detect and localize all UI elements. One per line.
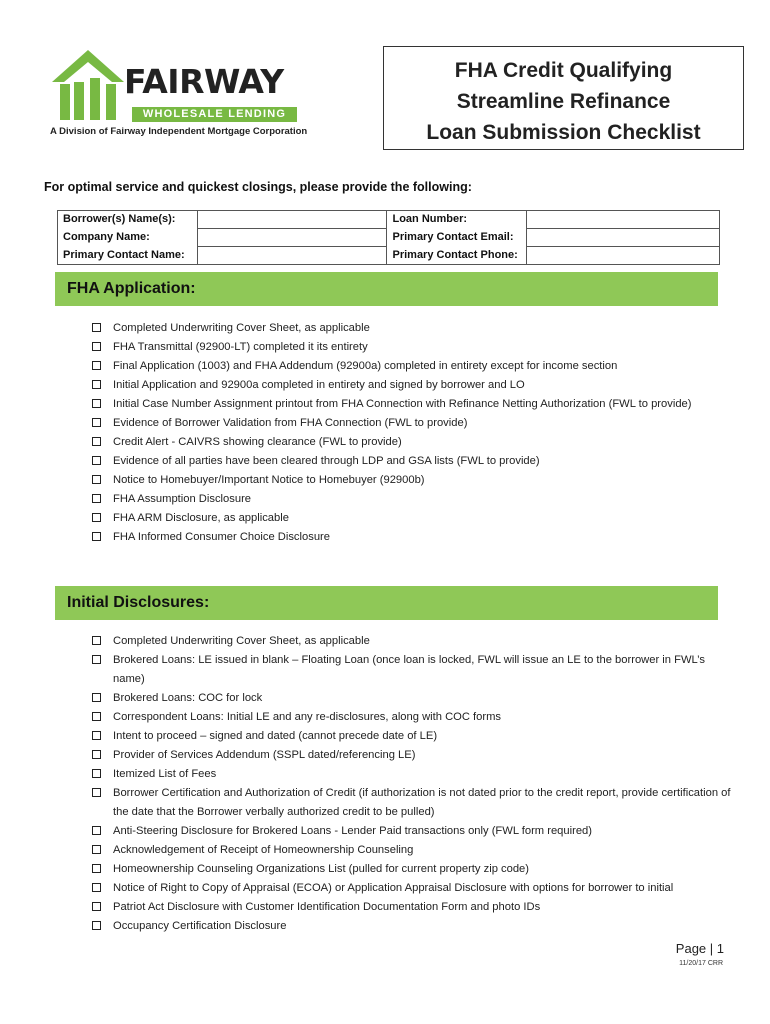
checkbox-icon[interactable] [92,693,101,702]
checklist-item-label: FHA Assumption Disclosure [113,493,252,505]
checklist-item[interactable] [92,490,732,509]
page-number: Page | 1 [675,941,724,956]
checklist-item-label: Intent to proceed – signed and dated (cannot precede date of LE) [113,730,438,742]
checklist-item[interactable] [92,395,732,414]
checkbox-icon[interactable] [92,437,101,446]
checklist-item-label: Provider of Services Addendum (SSPL dated/referencing LE) [113,749,416,761]
checklist-item-label: Notice of Right to Copy of Appraisal (ECOA) or Application Appraisal Disclosure with options for borrower to initial [113,882,674,894]
checkbox-icon[interactable] [92,513,101,522]
field-label: Primary Contact Phone: [387,247,527,265]
checklist-item[interactable] [92,509,732,528]
title-line-2: Streamline Refinance [456,90,671,113]
checklist-item-label: Borrower Certification and Authorization of Credit (if authorization is not dated prior to the credit report, provide certification of the date that the Borrower verbally authorized credit to be pulled) [113,787,731,818]
intro-text: For optimal service and quickest closings, please provide the following: [44,180,472,194]
section-header-initial-disclosures: Initial Disclosures: [55,586,718,620]
checkbox-icon[interactable] [92,864,101,873]
checklist-item-label: Initial Case Number Assignment printout from FHA Connection with Refinance Netting Authorization (FWL to provide) [113,398,692,410]
checklist-item[interactable] [92,433,732,452]
checklist-item[interactable] [92,879,732,898]
checklist-item[interactable] [92,357,732,376]
checklist-item-label: Credit Alert - CAIVRS showing clearance (FWL to provide) [113,436,402,448]
checkbox-icon[interactable] [92,712,101,721]
checklist-item-label: Itemized List of Fees [113,768,217,780]
field-label: Borrower(s) Name(s): [58,211,198,229]
logo-subline: WHOLESALE LENDING [132,107,297,122]
checklist-item[interactable] [92,708,732,727]
checkbox-icon[interactable] [92,323,101,332]
checklist-item-label: FHA Transmittal (92900-LT) completed it its entirety [113,341,368,353]
checklist-item[interactable] [92,860,732,879]
fha-application-checklist [92,319,732,547]
checklist-item[interactable] [92,784,732,822]
checklist-item[interactable] [92,841,732,860]
company-logo [52,48,312,140]
checkbox-icon[interactable] [92,845,101,854]
borrower-names-field[interactable] [197,211,387,229]
checklist-item[interactable] [92,898,732,917]
checkbox-icon[interactable] [92,342,101,351]
checklist-item-label: Correspondent Loans: Initial LE and any re-disclosures, along with COC forms [113,711,502,723]
checkbox-icon[interactable] [92,361,101,370]
checkbox-icon[interactable] [92,921,101,930]
checkbox-icon[interactable] [92,788,101,797]
checkbox-icon[interactable] [92,380,101,389]
checkbox-icon[interactable] [92,731,101,740]
section-header-fha-application: FHA Application: [55,272,718,306]
field-label: Primary Contact Email: [387,229,527,247]
contact-phone-field[interactable] [527,247,720,265]
title-line-1: FHA Credit Qualifying [454,59,673,82]
contact-name-field[interactable] [197,247,387,265]
checkbox-icon[interactable] [92,636,101,645]
checklist-item-label: Occupancy Certification Disclosure [113,920,287,932]
checkbox-icon[interactable] [92,769,101,778]
checklist-item[interactable] [92,376,732,395]
checkbox-icon[interactable] [92,475,101,484]
checkbox-icon[interactable] [92,750,101,759]
checklist-item-label: Evidence of all parties have been cleared through LDP and GSA lists (FWL to provide) [113,455,540,467]
checklist-item-label: Brokered Loans: LE issued in blank – Floating Loan (once loan is locked, FWL will issue an LE to the borrower in FWL’s name) [113,654,706,685]
title-line-3: Loan Submission Checklist [426,121,701,144]
checkbox-icon[interactable] [92,902,101,911]
checklist-item-label: Completed Underwriting Cover Sheet, as applicable [113,635,370,647]
checklist-item[interactable] [92,452,732,471]
checklist-item-label: Final Application (1003) and FHA Addendum (92900a) completed in entirety except for income section [113,360,618,372]
field-label: Primary Contact Name: [58,247,198,265]
logo-wordmark: FAIRWAY [124,62,284,101]
checkbox-icon[interactable] [92,456,101,465]
checklist-item-label: Brokered Loans: COC for lock [113,692,263,704]
checkbox-icon[interactable] [92,494,101,503]
checkbox-icon[interactable] [92,826,101,835]
checklist-item[interactable] [92,822,732,841]
checkbox-icon[interactable] [92,399,101,408]
checklist-item[interactable] [92,727,732,746]
company-name-field[interactable] [197,229,387,247]
checklist-item[interactable] [92,528,732,547]
revision-code: 11/20/17 CRR [679,960,723,967]
checklist-item[interactable] [92,632,732,651]
document-title-box [383,46,744,150]
loan-info-table [57,210,720,265]
checklist-item-label: Patriot Act Disclosure with Customer Identification Documentation Form and photo IDs [113,901,541,913]
checklist-item[interactable] [92,917,732,936]
contact-email-field[interactable] [527,229,720,247]
checklist-item-label: Evidence of Borrower Validation from FHA Connection (FWL to provide) [113,417,468,429]
checklist-item[interactable] [92,414,732,433]
checklist-item[interactable] [92,319,732,338]
checklist-item-label: Homeownership Counseling Organizations List (pulled for current property zip code) [113,863,530,875]
checklist-item-label: Acknowledgement of Receipt of Homeownership Counseling [113,844,414,856]
checklist-item[interactable] [92,689,732,708]
loan-number-field[interactable] [527,211,720,229]
checklist-item-label: Anti-Steering Disclosure for Brokered Loans - Lender Paid transactions only (FWL form required) [113,825,592,837]
checklist-item-label: FHA Informed Consumer Choice Disclosure [113,531,330,543]
checklist-item[interactable] [92,746,732,765]
checkbox-icon[interactable] [92,655,101,664]
checklist-item-label: Initial Application and 92900a completed in entirety and signed by borrower and LO [113,379,525,391]
field-label: Company Name: [58,229,198,247]
checklist-item[interactable] [92,338,732,357]
initial-disclosures-checklist [92,632,732,936]
checklist-item[interactable] [92,765,732,784]
checklist-item[interactable] [92,471,732,490]
checklist-item-label: Notice to Homebuyer/Important Notice to Homebuyer (92900b) [113,474,425,486]
checkbox-icon[interactable] [92,418,101,427]
checkbox-icon[interactable] [92,883,101,892]
house-roof-logo-icon [52,48,126,123]
checklist-item-label: Completed Underwriting Cover Sheet, as applicable [113,322,370,334]
checkbox-icon[interactable] [92,532,101,541]
logo-division-text: A Division of Fairway Independent Mortgage Corporation [50,126,308,137]
checklist-item-label: FHA ARM Disclosure, as applicable [113,512,289,524]
checklist-item[interactable] [92,651,732,689]
field-label: Loan Number: [387,211,527,229]
